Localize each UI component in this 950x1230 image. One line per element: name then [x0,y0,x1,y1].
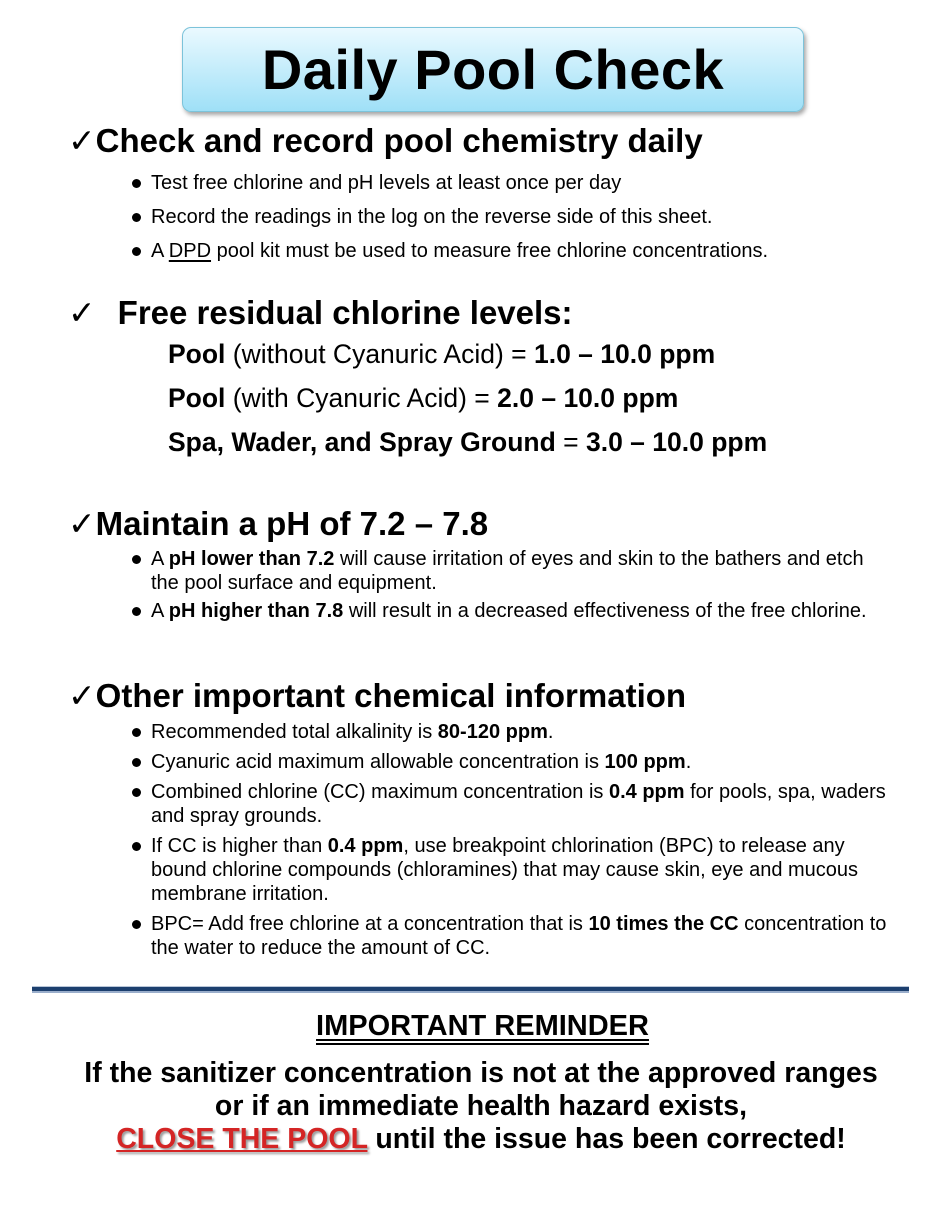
chlorine-level-row: Pool (with Cyanuric Acid) = 2.0 – 10.0 ppm [168,383,679,413]
list-item: Test free chlorine and pH levels at least once per day [130,171,768,205]
bullet-icon [132,179,141,188]
checkmark-icon: ✓ [68,676,96,715]
list-item: Recommended total alkalinity is 80-120 ppm. [130,720,890,744]
checkmark-icon: ✓ [68,121,96,160]
section-divider [32,986,909,993]
title-banner [182,27,804,112]
chlorine-level-row: Spa, Wader, and Spray Ground = 3.0 – 10.0 ppm [168,427,768,457]
bullet-icon [132,788,141,797]
list-item: A DPD pool kit must be used to measure free chlorine concentrations. [130,239,768,263]
list-item: A pH higher than 7.8 will result in a decreased effectiveness of the free chlorine. [130,599,890,623]
list-item: Cyanuric acid maximum allowable concentration is 100 ppm. [130,750,890,774]
bullet-icon [132,728,141,737]
bullet-icon [132,213,141,222]
page-title: Daily Pool Check [261,38,725,101]
chemistry-heading: ✓Check and record pool chemistry daily [68,121,703,160]
checkmark-icon: ✓ [68,293,96,332]
list-item: If CC is higher than 0.4 ppm, use breakpoint chlorination (BPC) to release any bound chlorine compounds (chloramines) that may cause skin, eye and mucous membrane irritation. [130,834,890,906]
bullet-icon [132,842,141,851]
bullet-icon [132,247,141,256]
other-list [130,720,890,960]
other-heading: ✓Other important chemical information [68,676,687,715]
list-item: Combined chlorine (CC) maximum concentration is 0.4 ppm for pools, spa, waders and spray grounds. [130,780,890,828]
list-item: Record the readings in the log on the reverse side of this sheet. [130,205,768,239]
checkmark-icon: ✓ [68,504,96,543]
close-the-pool-text: CLOSE THE POOL [116,1123,368,1155]
dpd-term: DPD [168,240,212,262]
reminder-title: IMPORTANT REMINDER [316,1010,649,1042]
ph-heading: ✓Maintain a pH of 7.2 – 7.8 [68,504,489,543]
chlorine-level-row: Pool (without Cyanuric Acid) = 1.0 – 10.0 ppm [168,339,716,369]
bullet-icon [132,607,141,616]
ph-list [130,547,890,623]
bullet-icon [132,920,141,929]
reminder-body: If the sanitizer concentration is not at the approved ranges or if an immediate health hazard exists, CLOSE THE POOL until the issue has been corrected! [84,1057,878,1155]
list-item: A pH lower than 7.2 will cause irritation of eyes and skin to the bathers and etch the pool surface and equipment. [130,547,890,595]
chlorine-levels [168,339,767,471]
list-item: BPC= Add free chlorine at a concentration that is 10 times the CC concentration to the water to reduce the amount of CC. [130,912,890,960]
chlorine-heading: ✓ Free residual chlorine levels: [68,293,573,332]
chemistry-list [130,171,768,263]
bullet-icon [132,758,141,767]
bullet-icon [132,555,141,564]
